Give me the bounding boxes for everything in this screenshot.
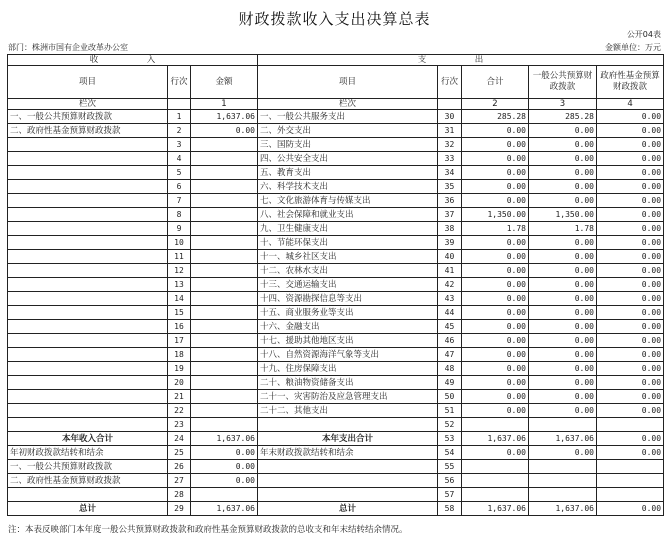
expense-item-cell: 十八、自然资源海洋气象等支出: [258, 348, 438, 362]
expense-fund-cell: 0.00: [597, 124, 664, 138]
expense-general-cell: 0.00: [529, 390, 597, 404]
expense-line-cell: 32: [438, 138, 462, 152]
expense-item-cell: 二十、粮油物资储备支出: [258, 376, 438, 390]
expense-general-cell: 0.00: [529, 180, 597, 194]
expense-general-cell: 0.00: [529, 138, 597, 152]
expense-line-cell: 52: [438, 418, 462, 432]
expense-line-cell: 56: [438, 474, 462, 488]
income-amount-cell: [191, 376, 258, 390]
expense-item-cell: 九、卫生健康支出: [258, 222, 438, 236]
expense-line-cell: 43: [438, 292, 462, 306]
expense-total-cell: [462, 488, 529, 502]
table-row: [8, 278, 664, 292]
expense-fund-cell: 0.00: [597, 166, 664, 180]
expense-fund-cell: 0.00: [597, 292, 664, 306]
col-index-2: 2: [462, 99, 529, 110]
income-amount-cell: [191, 390, 258, 404]
expense-fund-cell: 0.00: [597, 446, 664, 460]
income-item-cell: 二、政府性基金预算财政拨款: [8, 474, 168, 488]
expense-total-cell: 0.00: [462, 264, 529, 278]
expense-total-cell: 0.00: [462, 180, 529, 194]
expense-line-header: 行次: [438, 66, 462, 99]
expense-general-cell: [529, 460, 597, 474]
expense-item-cell: 十七、援助其他地区支出: [258, 334, 438, 348]
expense-fund-cell: 0.00: [597, 348, 664, 362]
expense-item-cell: [258, 418, 438, 432]
expense-general-cell: 0.00: [529, 348, 597, 362]
expense-fund-cell: 0.00: [597, 138, 664, 152]
income-item-cell: [8, 404, 168, 418]
expense-fund-cell: [597, 488, 664, 502]
expense-line-cell: 50: [438, 390, 462, 404]
income-amount-cell: [191, 334, 258, 348]
expense-line-cell: 54: [438, 446, 462, 460]
col-label-income: 栏次: [8, 99, 168, 110]
expense-item-cell: [258, 488, 438, 502]
expense-total-cell: 0.00: [462, 152, 529, 166]
expense-general-cell: 0.00: [529, 362, 597, 376]
income-item-cell: [8, 166, 168, 180]
income-line-cell: 14: [168, 292, 191, 306]
income-item-cell: [8, 138, 168, 152]
expense-line-cell: 57: [438, 488, 462, 502]
table-row: [8, 152, 664, 166]
income-item-cell: [8, 362, 168, 376]
income-line-cell: 16: [168, 320, 191, 334]
income-amount-cell: 0.00: [191, 124, 258, 138]
income-amount-cell: [191, 278, 258, 292]
expense-total-cell: 285.28: [462, 110, 529, 124]
income-item-cell: [8, 250, 168, 264]
col-index-1: 1: [191, 99, 258, 110]
col-index-4: 4: [597, 99, 664, 110]
income-line-cell: 18: [168, 348, 191, 362]
income-item-cell: [8, 376, 168, 390]
table-row: [8, 264, 664, 278]
expense-item-cell: 十五、商业服务业等支出: [258, 306, 438, 320]
expense-general-cell: 0.00: [529, 404, 597, 418]
income-item-cell: 一、一般公共预算财政拨款: [8, 110, 168, 124]
table-row: [8, 446, 664, 460]
expense-item-cell: 二十二、其他支出: [258, 404, 438, 418]
expense-general-cell: 0.00: [529, 236, 597, 250]
income-amount-cell: [191, 208, 258, 222]
table-row: [8, 348, 664, 362]
expense-general-header: 一般公共预算财政拨款: [529, 66, 597, 99]
expense-total-cell: 0.00: [462, 278, 529, 292]
table-row: [8, 362, 664, 376]
expense-total-cell: 1,350.00: [462, 208, 529, 222]
table-row: [8, 250, 664, 264]
expense-general-cell: 1,637.06: [529, 432, 597, 446]
expense-total-cell: 0.00: [462, 250, 529, 264]
table-row: [8, 236, 664, 250]
col-index-blank: [168, 99, 191, 110]
expense-fund-cell: 0.00: [597, 110, 664, 124]
expense-general-cell: [529, 474, 597, 488]
expense-general-cell: 285.28: [529, 110, 597, 124]
income-item-cell: [8, 236, 168, 250]
income-item-cell: [8, 152, 168, 166]
expense-line-cell: 48: [438, 362, 462, 376]
expense-fund-cell: 0.00: [597, 390, 664, 404]
income-amount-cell: 1,637.06: [191, 432, 258, 446]
form-number: 公开04表: [626, 30, 661, 39]
income-amount-cell: [191, 488, 258, 502]
expense-general-cell: 0.00: [529, 264, 597, 278]
table-row: [8, 124, 664, 138]
page-title: 财政拨款收入支出决算总表: [238, 10, 431, 28]
expense-general-cell: 0.00: [529, 152, 597, 166]
expense-line-cell: 33: [438, 152, 462, 166]
income-line-header: 行次: [168, 66, 191, 99]
expense-line-cell: 58: [438, 502, 462, 516]
amount-unit-label: 金额单位：万元: [605, 43, 661, 52]
table-row: [8, 292, 664, 306]
expense-line-cell: 37: [438, 208, 462, 222]
table-row: [8, 390, 664, 404]
expense-item-cell: 本年支出合计: [258, 432, 438, 446]
expense-general-cell: 0.00: [529, 250, 597, 264]
expense-item-cell: 十三、交通运输支出: [258, 278, 438, 292]
expense-line-cell: 46: [438, 334, 462, 348]
table-row: [8, 418, 664, 432]
table-row: [8, 404, 664, 418]
table-row: [8, 110, 664, 124]
expense-line-cell: 41: [438, 264, 462, 278]
income-amount-cell: 0.00: [191, 474, 258, 488]
income-amount-cell: [191, 264, 258, 278]
income-amount-cell: [191, 194, 258, 208]
expense-total-cell: 0.00: [462, 348, 529, 362]
table-row: [8, 502, 664, 516]
income-amount-cell: [191, 306, 258, 320]
table-row: [8, 222, 664, 236]
income-amount-cell: [191, 362, 258, 376]
income-item-cell: 年初财政拨款结转和结余: [8, 446, 168, 460]
expense-total-cell: 0.00: [462, 138, 529, 152]
expense-total-cell: 0.00: [462, 404, 529, 418]
income-line-cell: 24: [168, 432, 191, 446]
income-line-cell: 28: [168, 488, 191, 502]
expense-total-cell: 1,637.06: [462, 432, 529, 446]
department-label: 部门：株洲市国有企业改革办公室: [8, 43, 128, 52]
income-amount-cell: 0.00: [191, 446, 258, 460]
expense-fund-cell: 0.00: [597, 306, 664, 320]
expense-fund-cell: 0.00: [597, 376, 664, 390]
table-row: [8, 320, 664, 334]
income-item-cell: 二、政府性基金预算财政拨款: [8, 124, 168, 138]
expense-item-cell: 五、教育支出: [258, 166, 438, 180]
expense-total-cell: 0.00: [462, 236, 529, 250]
income-item-cell: [8, 390, 168, 404]
income-line-cell: 5: [168, 166, 191, 180]
income-item-cell: [8, 264, 168, 278]
income-line-cell: 9: [168, 222, 191, 236]
income-line-cell: 7: [168, 194, 191, 208]
table-row: [8, 334, 664, 348]
income-item-cell: [8, 488, 168, 502]
expense-total-cell: 0.00: [462, 390, 529, 404]
expense-total-cell: 0.00: [462, 320, 529, 334]
income-amount-cell: [191, 348, 258, 362]
expense-item-cell: 八、社会保障和就业支出: [258, 208, 438, 222]
expense-general-cell: 0.00: [529, 124, 597, 138]
expense-item-cell: 三、国防支出: [258, 138, 438, 152]
expense-item-cell: 十一、城乡社区支出: [258, 250, 438, 264]
expense-total-cell: 0.00: [462, 124, 529, 138]
income-amount-cell: [191, 404, 258, 418]
income-line-cell: 27: [168, 474, 191, 488]
income-line-cell: 22: [168, 404, 191, 418]
expense-fund-cell: 0.00: [597, 152, 664, 166]
expense-line-cell: 47: [438, 348, 462, 362]
income-amount-cell: 1,637.06: [191, 502, 258, 516]
income-item-cell: [8, 208, 168, 222]
footnote: 注：本表反映部门本年度一般公共预算财政拨款和政府性基金预算财政拨款的总收支和年末结转结余情况。: [8, 525, 408, 535]
income-line-cell: 4: [168, 152, 191, 166]
expense-total-cell: 0.00: [462, 446, 529, 460]
income-line-cell: 25: [168, 446, 191, 460]
expense-total-cell: [462, 460, 529, 474]
expense-fund-cell: 0.00: [597, 278, 664, 292]
table-row: [8, 432, 664, 446]
expense-item-cell: 年末财政拨款结转和结余: [258, 446, 438, 460]
expense-fund-cell: [597, 460, 664, 474]
expense-fund-header: 政府性基金预算财政拨款: [597, 66, 664, 99]
income-line-cell: 20: [168, 376, 191, 390]
expense-general-cell: 0.00: [529, 292, 597, 306]
expense-general-cell: 0.00: [529, 320, 597, 334]
income-item-cell: [8, 320, 168, 334]
table-row: [8, 166, 664, 180]
expense-item-cell: 十六、金融支出: [258, 320, 438, 334]
income-amount-cell: 1,637.06: [191, 110, 258, 124]
expense-fund-cell: 0.00: [597, 180, 664, 194]
income-amount-cell: [191, 418, 258, 432]
expense-general-cell: 1.78: [529, 222, 597, 236]
expense-fund-cell: 0.00: [597, 194, 664, 208]
expense-general-cell: 0.00: [529, 446, 597, 460]
expense-item-cell: 十二、农林水支出: [258, 264, 438, 278]
income-item-cell: [8, 334, 168, 348]
income-amount-cell: [191, 320, 258, 334]
income-item-cell: 本年收入合计: [8, 432, 168, 446]
table-row: [8, 306, 664, 320]
income-line-cell: 10: [168, 236, 191, 250]
expense-fund-cell: [597, 474, 664, 488]
income-item-cell: [8, 180, 168, 194]
income-line-cell: 2: [168, 124, 191, 138]
expense-line-cell: 51: [438, 404, 462, 418]
expense-fund-cell: 0.00: [597, 320, 664, 334]
income-item-cell: 总计: [8, 502, 168, 516]
table-row: [8, 138, 664, 152]
expense-fund-cell: 0.00: [597, 236, 664, 250]
expense-item-cell: [258, 474, 438, 488]
expense-general-cell: 1,637.06: [529, 502, 597, 516]
expense-line-cell: 39: [438, 236, 462, 250]
expense-item-cell: [258, 460, 438, 474]
income-line-cell: 3: [168, 138, 191, 152]
expense-total-cell: 0.00: [462, 376, 529, 390]
expense-line-cell: 45: [438, 320, 462, 334]
expense-total-cell: 0.00: [462, 292, 529, 306]
income-line-cell: 1: [168, 110, 191, 124]
table-row: [8, 488, 664, 502]
expense-line-cell: 49: [438, 376, 462, 390]
expense-fund-cell: 0.00: [597, 222, 664, 236]
expense-line-cell: 44: [438, 306, 462, 320]
col-label-expense: 栏次: [258, 99, 438, 110]
expense-general-cell: 0.00: [529, 278, 597, 292]
expense-item-cell: 总计: [258, 502, 438, 516]
fiscal-summary-table: [7, 54, 664, 516]
income-item-cell: [8, 194, 168, 208]
expense-general-cell: 0.00: [529, 194, 597, 208]
income-line-cell: 26: [168, 460, 191, 474]
expense-line-cell: 36: [438, 194, 462, 208]
expense-fund-cell: [597, 418, 664, 432]
expense-fund-cell: 0.00: [597, 264, 664, 278]
income-item-cell: [8, 306, 168, 320]
expense-fund-cell: 0.00: [597, 404, 664, 418]
income-line-cell: 12: [168, 264, 191, 278]
expense-fund-cell: 0.00: [597, 362, 664, 376]
income-line-cell: 17: [168, 334, 191, 348]
income-amount-header: 金额: [191, 66, 258, 99]
expense-line-cell: 34: [438, 166, 462, 180]
expense-item-cell: 二、外交支出: [258, 124, 438, 138]
table-row: [8, 376, 664, 390]
income-item-cell: [8, 292, 168, 306]
expense-item-cell: 十、节能环保支出: [258, 236, 438, 250]
income-amount-cell: [191, 138, 258, 152]
expense-general-cell: [529, 418, 597, 432]
income-line-cell: 11: [168, 250, 191, 264]
income-item-cell: [8, 222, 168, 236]
expense-general-cell: 1,350.00: [529, 208, 597, 222]
col-index-blank: [438, 99, 462, 110]
table-row: [8, 208, 664, 222]
expense-total-cell: 0.00: [462, 166, 529, 180]
expense-fund-cell: 0.00: [597, 208, 664, 222]
expense-general-cell: 0.00: [529, 334, 597, 348]
expense-total-cell: 1.78: [462, 222, 529, 236]
table-row: [8, 180, 664, 194]
income-line-cell: 8: [168, 208, 191, 222]
income-item-cell: [8, 418, 168, 432]
expense-item-cell: 六、科学技术支出: [258, 180, 438, 194]
income-line-cell: 6: [168, 180, 191, 194]
expense-general-cell: [529, 488, 597, 502]
expense-item-header: 项目: [258, 66, 438, 99]
expense-line-cell: 31: [438, 124, 462, 138]
income-line-cell: 23: [168, 418, 191, 432]
income-item-header: 项目: [8, 66, 168, 99]
income-item-cell: [8, 348, 168, 362]
expense-line-cell: 55: [438, 460, 462, 474]
income-item-cell: 一、一般公共预算财政拨款: [8, 460, 168, 474]
expense-fund-cell: 0.00: [597, 334, 664, 348]
income-amount-cell: [191, 166, 258, 180]
expense-item-cell: 一、一般公共服务支出: [258, 110, 438, 124]
expense-fund-cell: 0.00: [597, 250, 664, 264]
income-amount-cell: [191, 292, 258, 306]
expense-total-cell: [462, 474, 529, 488]
expense-total-cell: 0.00: [462, 334, 529, 348]
income-line-cell: 21: [168, 390, 191, 404]
expense-line-cell: 42: [438, 278, 462, 292]
expense-item-cell: 十九、住房保障支出: [258, 362, 438, 376]
expense-item-cell: 七、文化旅游体育与传媒支出: [258, 194, 438, 208]
expense-item-cell: 十四、资源勘探信息等支出: [258, 292, 438, 306]
income-amount-cell: [191, 222, 258, 236]
expense-total-cell: [462, 418, 529, 432]
income-line-cell: 13: [168, 278, 191, 292]
income-amount-cell: 0.00: [191, 460, 258, 474]
table-row: [8, 474, 664, 488]
expense-total-cell: 0.00: [462, 306, 529, 320]
expense-general-cell: 0.00: [529, 306, 597, 320]
income-amount-cell: [191, 236, 258, 250]
expense-line-cell: 40: [438, 250, 462, 264]
table-row: [8, 194, 664, 208]
expense-item-cell: 二十一、灾害防治及应急管理支出: [258, 390, 438, 404]
expense-line-cell: 38: [438, 222, 462, 236]
table-row: [8, 460, 664, 474]
expense-general-cell: 0.00: [529, 376, 597, 390]
expense-general-cell: 0.00: [529, 166, 597, 180]
expense-fund-cell: 0.00: [597, 502, 664, 516]
col-index-3: 3: [529, 99, 597, 110]
expense-total-cell: 0.00: [462, 362, 529, 376]
expense-fund-cell: 0.00: [597, 432, 664, 446]
income-line-cell: 15: [168, 306, 191, 320]
income-group-header: 收 入: [8, 55, 258, 66]
income-line-cell: 29: [168, 502, 191, 516]
expense-total-cell: 1,637.06: [462, 502, 529, 516]
income-amount-cell: [191, 152, 258, 166]
expense-group-header: 支 出: [258, 55, 664, 66]
expense-line-cell: 35: [438, 180, 462, 194]
expense-total-header: 合计: [462, 66, 529, 99]
income-amount-cell: [191, 250, 258, 264]
column-header-row: [8, 66, 664, 99]
group-header-row: [8, 55, 664, 66]
expense-line-cell: 53: [438, 432, 462, 446]
income-amount-cell: [191, 180, 258, 194]
column-index-row: [8, 99, 664, 110]
expense-item-cell: 四、公共安全支出: [258, 152, 438, 166]
income-item-cell: [8, 278, 168, 292]
expense-total-cell: 0.00: [462, 194, 529, 208]
expense-line-cell: 30: [438, 110, 462, 124]
income-line-cell: 19: [168, 362, 191, 376]
